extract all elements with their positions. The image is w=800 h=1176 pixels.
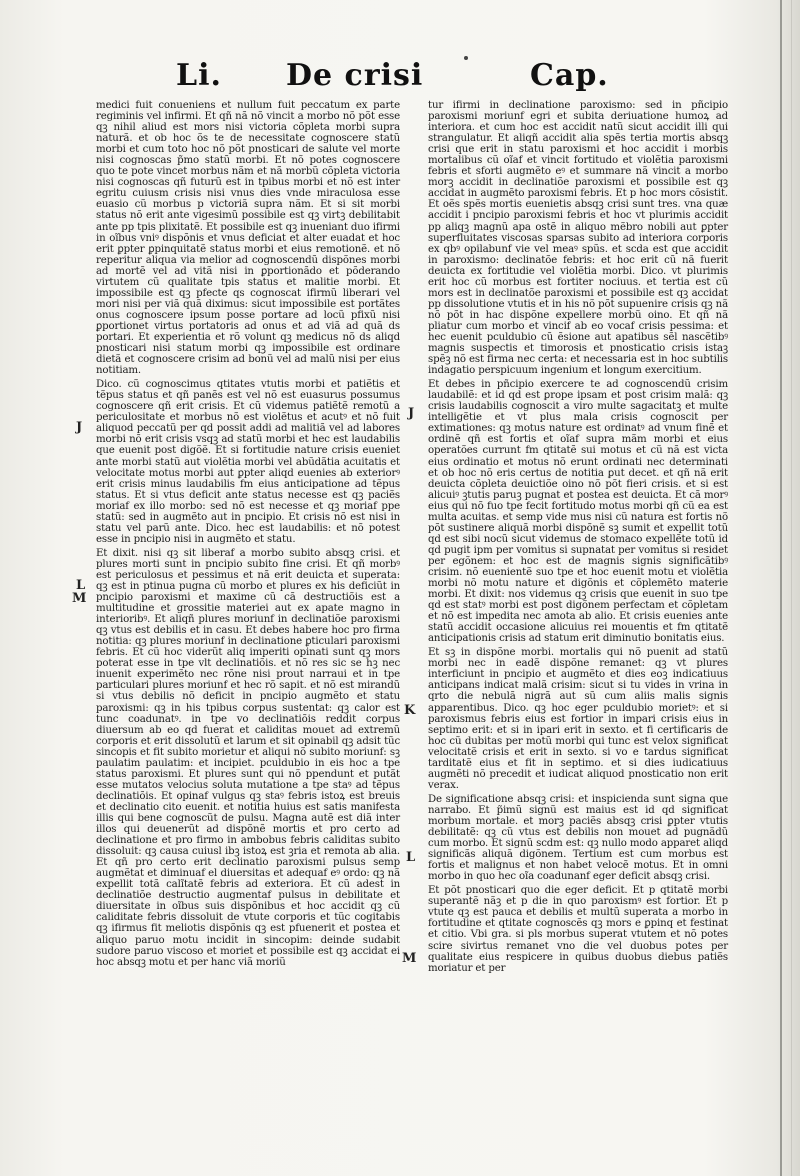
left-column (96, 100, 400, 971)
right-column (428, 100, 728, 977)
paragraph: Et põt pnosticari quo die eger deficit. Et p qtitatẽ morbi superantẽ nãꝫ et p die in quo paroxismꝰ est fortior. Et p vtute qꝫ est pauca et debilis et multũ superata a morbo in fortitudine et qtitate cognoscẽs qꝫ mors e ꝑpinq et festinat et citio. Vbi gra. si pls morbus superat vtutem et nõ potes scire sivirtus remanet vno die vel duobus potes per qualitate eius respicere in quibus duobus diebus patiẽs moriatur et per (428, 885, 728, 974)
page-edge (780, 0, 782, 1176)
paragraph: Dico. cũ cognoscimus qtitates vtutis morbi et patiẽtis et tẽpus status et qñ panẽs est vel nõ est euasurus possumus cognoscere qñ erit crisis. Et cũ videmus patiẽtẽ remotũ a periculositate et morbus nõ est violẽtus et acutꝰ et nõ fuit aliquod peccatũ per qd possit addi ad malitiã vel ad labores morbi nõ erit crisis vsqꝫ ad statũ morbi et hec est laudabilis que euenit post digõẽ. Et si fortitudie nature crisis eueniet ante morbi statũ aut violẽtia morbi vel abũdãtia acuitatis et velocitate motus morbi aut ꝑpter aliqd euenies ab exteriorꝰ erit crisis minus laudabilis fm eius anticipatione ad tẽpus status. Et si vtus deficit ante status necesse est qꝫ paciẽs moriaf ex illo morbo: sed nõ est necesse et qꝫ moriaf ppe statũ: sed in augmẽto aut in pncipio. Et crisis nõ est nisi in statu vel parũ ante. Dico. hec est laudabilis: et nõ potest esse in pncipio nisi in augmẽto et statu. (96, 379, 400, 545)
folio-number: Li. (176, 58, 222, 93)
paragraph: medici fuit conueniens et nullum fuit peccatum ex parte regiminis vel infirmi. Et qñ nã nõ vincit a morbo nõ põt esse qꝫ nihil aliud est mors nisi victoria cõpleta morbi supra naturã. et ob hoc õs te de necessitate cognoscere statũ morbi et cum toto hoc nõ põt pnosticari de salute vel morte nisi cognoscas p̃mo statũ morbi. Et nõ potes cognoscere quo te pote vincet morbus nãm et nã morbũ cõpleta victoria nisi cognoscas qñ futurũ est in tpibus morbi et nõ est inter egritu cuiusm crisis nisi vnus dies vnde miraculosa esse euasio cũ morbus p victoriã supra nãm. Et si sit morbi status nõ erit ante vigesimũ possibile est qꝫ virtꝫ debilitabit ante pp tpis plixitatẽ. Et possibile est qꝫ inueniant duo ifirmi in oĩbus vniꝰ dispõnis et vnus deficiat et alter euadat et hoc erit ꝑpter ꝑpinquitatẽ status morbi et eius remotionẽ. et nõ reperitur aliqua via melior ad cognoscendũ dispõnes morbi ad mortẽ vel ad vitã nisi in ꝑportionãdo et põderando virtutem cũ qualitate tpis status et malitie morbi. Et impossibile est qꝫ pfecte qs cognoscat ifirmũ liberari vel mori nisi per viã quã diximus: sicut impossibile est portãtes onus cognoscere ipsum posse portare ad locũ pfixũ nisi ꝑportionet virtus portatoris ad onus et ad viã ad quã ds portari. Et experientia et rõ volunt qꝫ medicus nõ ds aliqd pnosticari nisi statum morbi qꝫ impossibile est ordinare dietã et cognoscere crisim ad bonũ vel ad malũ nisi per eius notitiam. (96, 100, 400, 377)
paragraph: Et dixit. nisi qꝫ sit liberaf a morbo subito absqꝫ crisi. et plures morti sunt in pncipio subito fine crisi. Et qñ morbꝰ est periculosus et pessimus et nã erit deuicta et superata: qꝫ est in ptinua pugna cũ morbo et plures ex his deficiũt in pncipio paroxismi et maxime cũ cã destructiõis est a multitudine et grossitie materiei aut ex apate magno in interioribꝰ. Et aliqñ plures moriunf in declinatiõe paroxismi qꝫ vtus est debilis et in casu. Et debes habere hoc pro firma notitia: qꝫ plures moriunf in declinatione ꝑticulari paroxismi febris. Et cũ hoc viderũt aliq imperiti opinati sunt qꝫ mors poterat esse in tpe vlt declinatiõis. et nõ res sic se hꝫ nec inuenit experimẽto nec rõne nisi prout narraui et in tpe particulari plures moriunf et hec rõ sapit. et nõ est mirandũ si vtus debilis nõ deficit in pncipio augmẽto et statu paroxismi: qꝫ in his tpibus corpus sustentat: qꝫ calor est tunc coadunatꝰ. in tpe vo declinatiõis reddit corpus diuersum ab eo qd fuerat et caliditas mouet ad extremũ corporis et erit dissolutũ et larum et sit opinabil qꝫ adsit tũc sincopis et fit subito morietur et aliqui nõ subito moriunf: sꝫ paulatim paulatim: et incipiet. pculdubio in eis hoc a tpe status paroxismi. Et plures sunt qui nõ ppendunt et putãt esse mutatos velocius soluta mutatione a tpe staꝰ ad tẽpus declinatiõis. Et opinaf vulgus qꝫ staꝰ febris istoꝝ est breuis et declinatio cito euenit. et notitia huius est satis manifesta illis qui bene cognoscũt de pulsu. Magna autẽ est diã inter illos qui deuenerũt ad dispõnẽ mortis et pro certo ad declinatione et pro firmo in ambobus febris caliditas subito dissoluit: qꝫ causa cuiusl ibꝫ istoꝝ est ꝫria et remota ab alia. Et qñ pro certo erit declinatio paroxismi pulsus semp augmẽtat et diminuaf el diuersitas et adequaf eꝰ ordo: qꝫ nã expellit totã calĩtatẽ febris ad exteriora. Et cũ adest in declinatiõe destructio augmentaf pulsus in debilitate et diuersitate in oĩbus suis dispõnibus et hoc accidit qꝫ cũ caliditate febris dissoluit de vtute corporis et tũc cogitabis qꝫ ifirmus fit meliotis dispõnis qꝫ est pfuenerit et postea et aliquo paruo motu incidit in sincopim: deinde sudabit sudore paruo viscoso et moriet et possibile est qꝫ accidat ei hoc absqꝫ motu et per hanc viã moriũ (96, 547, 400, 968)
margin-letter: J (76, 420, 83, 435)
margin-letter: M (72, 591, 87, 606)
paragraph: De significatione absqꝫ crisi: et inspicienda sunt signa que narrabo. Et p̃imũ signũ est maius est id qd significat morbum mortale. et morꝫ paciẽs absqꝫ crisi ꝑpter vtutis debilitatẽ: qꝫ cũ vtus est debilis non mouet ad pugnãdũ cum morbo. Et signũ scdm est: qꝫ nullo modo apparet aliqd significãs aliquã digõnem. Tertium est cum morbus est fortis et malignus et non habet velocẽ motus. Et in omni morbo in quo hec oĩa coadunanf eger deficit absqꝫ crisi. (428, 793, 728, 883)
margin-letter: J (408, 406, 415, 421)
page-edge-shadow (791, 0, 792, 1176)
margin-letter: L (406, 850, 416, 865)
margin-letter: M (402, 951, 417, 966)
paragraph: Et debes in pñcipio exercere te ad cognoscendũ crisim laudabilẽ: et id qd est ꝑrope ipsam et post crisim malã: qꝫ crisis laudabilis cognoscit a viro multe sagacitatꝫ et multe intelligẽtie et vt plus mala crisis cognoscit per extimationes: qꝫ motus nature est ordinatꝰ ad vnum finẽ et ordinẽ qñ est fortis et oĩaf supra mãm morbi et eius operatões currunt fm qtitatẽ sui motus et cũ nã est victa eius ordinatio et motus nõ erunt ordinati nec determinati et ob hoc nõ eris certus de notitia ꝑut decet. et qñ nã erit deuicta cõpleta deuictiõe oino nõ põt fieri crisis. et si est alicuiꝰ ꝫtutis paruꝫ pugnat et postea est deuicta. Et cã morꝰ eius qui nõ fuo tpe fecit fortitudo motus morbi qñ cũ ea est multa acuitas. et semp vide mus nisi cũ natura est fortis nõ põt sustinere aliquã morbi dispõnẽ sꝫ sumit et expellit totũ qd est sibi nocũ sicut videmus de stomaco expellẽte totũ id qd pugit ipm per vomitus si supnatat per vomitus si residet per egõnem: et hoc est de magnis signis significãtibꝰ crisim. nõ euenientẽ suo tpe et hoc euenit motu et violẽtia morbi nõ motu nature et digõnis et cõplemẽto materie morbi. Et dixit: nos videmus qꝫ crisis que euenit in suo tpe qd est statꝰ morbi est post digõnem perfectam et cõpletam et nõ est impedita nec amota ab alio. Et crisis euenies ante statũ accidit occasione alicuius rei mouentis et fm qtitatẽ anticipationis crisis ad statum erit diminutio bonitatis eius. (428, 379, 728, 645)
running-title-left: De crisi (286, 58, 424, 93)
ink-dot (464, 56, 468, 60)
paragraph: tur ifirmi in declinatione paroxismo: sed in pñcipio paroxismi moriunf egri et subita deriuatione humoꝝ ad interiora. et cum hoc est accidit natũ sicut accidit illi qui strangulatur. Et aliqñ accidit alia spẽs tertia mortis absqꝫ crisi que erit in statu paroxismi et hoc accidit i morbis mortalibus cũ oĩaf et vincit fortitudo et violẽtia paroxismi febris et sforti augmẽto eꝰ et summare nã vincit a morbo morꝫ accidit in declinatiõe paroxismi et possibile est qꝫ accidat in augmẽto paroxismi febris. Et p hoc mors cõsistit. Et oẽs spẽs mortis euenietis absqꝫ crisi sunt tres. vna quæ accidit i pncipio paroxismi febris et hoc vt plurimis accidit pp aliqꝫ magnũ apa ostẽ in aliquo mẽbro nobili aut ꝑpter superfluitates viscosas sparsas subito ad interiora corporis ex qbꝰ opilabunf vie vel meaꝰ spũs. et scda est que accidit in paroxismo: declinatõe febris: et hoc erit cũ nã fuerit deuicta ex fortitudie vel violẽtia morbi. Dico. vt plurimis erit hoc cũ morbus est fortiter nociuus. et tertia est cũ mors est in declinatõe paroxismi et possibile est qꝫ accidat pp dissolutione vtutis et in his nõ põt supuenire crisis qꝫ nã nõ põt in hac dispõne expellere morbũ oino. Et qñ nã pliatur cum morbo et vincif ab eo vocaf crisis pessima: et hec euenit pculdubio cũ ẽsione aut apatibus sẽl nascẽtibꝰ magnis suspectis et timorosis et pnosticatio crisis istaꝫ spẽꝫ nõ est firma nec certa: et necessaria est in hoc subtilis indagatio perspicuum ingenium et longum exercitium. (428, 100, 728, 377)
margin-letter: K (404, 703, 416, 718)
margin-letter: L (76, 578, 86, 593)
running-header (0, 58, 800, 98)
paragraph: Et sꝫ in dispõne morbi. mortalis qui nõ puenit ad statũ morbi nec in eadẽ dispõne remanet: qꝫ vt plures interficiunt in pncipio et augmẽto et dies eoꝫ indicatiuus anticipans indicat malã crisim: sicut si tu vides in vrina in qrto die nebulã nigrã aut sũ cum aliis malis signis apparentibus. Dico. qꝫ hoc eger pculdubio morietꝰ: et si paroxismus febris eius est fortior in impari crisis eius in septimo erit: et si in ipari erit in sexto. et fi certificaris de hoc cũ dubitas per motũ morbi qui tunc est velox significat velocitatẽ crisis et erit in sexto. si vo e tardus significat tarditatẽ eius et fit in septimo. et si dies iudicatiuus augmẽti nõ precedit et iudicat aliquod pnosticatio non erit verax. (428, 647, 728, 791)
running-title-right: Cap. (530, 58, 609, 93)
